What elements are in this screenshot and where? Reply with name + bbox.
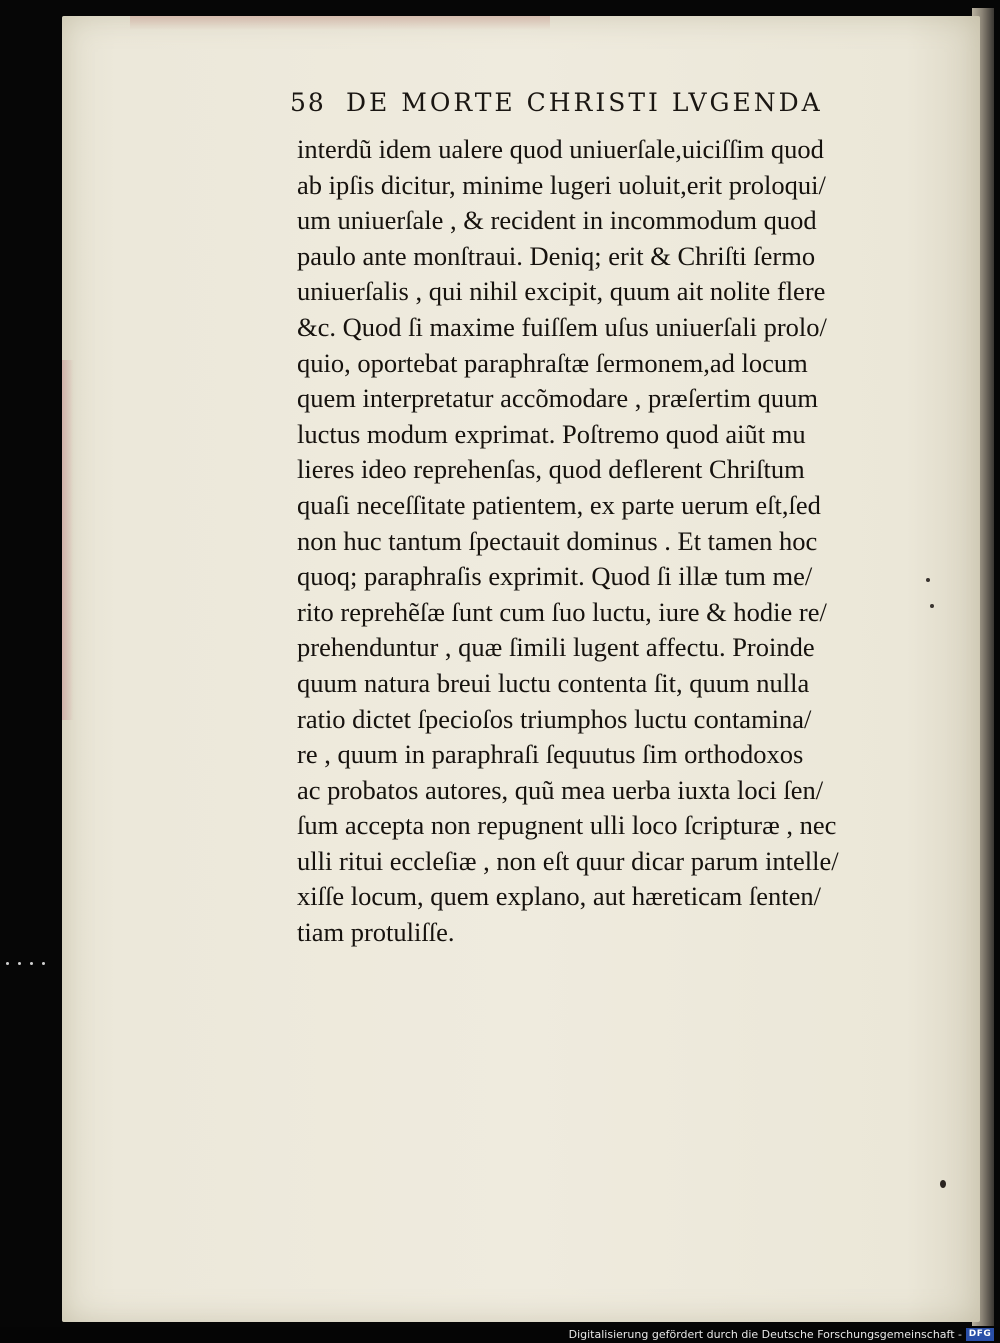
text-line: quio, oportebat paraphraſtæ ſermonem,ad locum [297,347,808,378]
text-line: &c. Quod ſi maxime fuiſſem uſus uniuerſali prolo/ [297,311,827,342]
text-line: ratio dictet ſpecioſos triumphos luctu contamina/ [297,703,812,734]
text-line: luctus modum exprimat. Poſtremo quod aiũt mu [297,418,806,449]
foxing-stain-top [130,16,550,30]
text-line: quoq; paraphraſis exprimit. Quod ſi illæ tum me/ [297,561,813,592]
text-line: prehenduntur , quæ ſimili lugent affectu. Proinde [297,632,815,663]
margin-mark [926,578,930,582]
text-line: ulli ritui eccleſiæ , non eſt quur dicar parum intelle/ [297,845,839,876]
margin-mark [930,604,934,608]
text-line: non huc tantum ſpectauit dominus . Et tamen hoc [297,525,818,556]
text-line: quaſi neceſſitate patientem, ex parte uerum eſt,ſed [297,489,821,520]
text-line: ſum accepta non repugnent ulli loco ſcripturæ , nec [297,810,837,841]
text-line: xiſſe locum, quem explano, aut hæreticam ſenten/ [297,881,821,912]
text-line: quum natura breui luctu contenta ſit, quum nulla [297,667,810,698]
text-line: quem interpretatur accõmodare , præſertim quum [297,383,818,414]
text-line: um uniuerſale , & recident in incommodum quod [297,205,817,236]
text-line: re , quum in paraphraſi ſequutus ſim orthodoxos [297,739,804,770]
page-header [290,88,850,126]
text-line: tiam protuliſſe. [297,917,455,948]
text-line: lieres ideo reprehenſas, quod deflerent Chriſtum [297,454,805,485]
scan-margin-dots [6,962,46,968]
text-line: paulo ante monſtraui. Deniq; erit & Chriſti ſermo [297,240,816,271]
running-title: DE MORTE CHRISTI LVGENDA [346,88,823,117]
ink-speck [940,1180,946,1188]
text-line: rito reprehẽſæ ſunt cum ſuo luctu, iure & hodie re/ [297,596,827,627]
digitization-footer [0,1327,1000,1343]
dfg-logo: DFG [966,1328,994,1341]
text-line: ab ipſis dicitur, minime lugeri uoluit,erit proloqui/ [297,169,826,200]
text-line: interdũ idem ualere quod uniuerſale,uiciſſim quod [297,134,824,164]
funding-credit: Digitalisierung gefördert durch die Deutsche Forschungsgemeinschaft - [568,1328,962,1341]
page-number: 58 [290,88,326,117]
foxing-stain-left [62,360,74,720]
body-text [297,132,922,951]
text-line: ac probatos autores, quũ mea uerba iuxta loci ſen/ [297,774,824,805]
text-line: uniuerſalis , qui nihil excipit, quum ait nolite flere [297,276,826,307]
